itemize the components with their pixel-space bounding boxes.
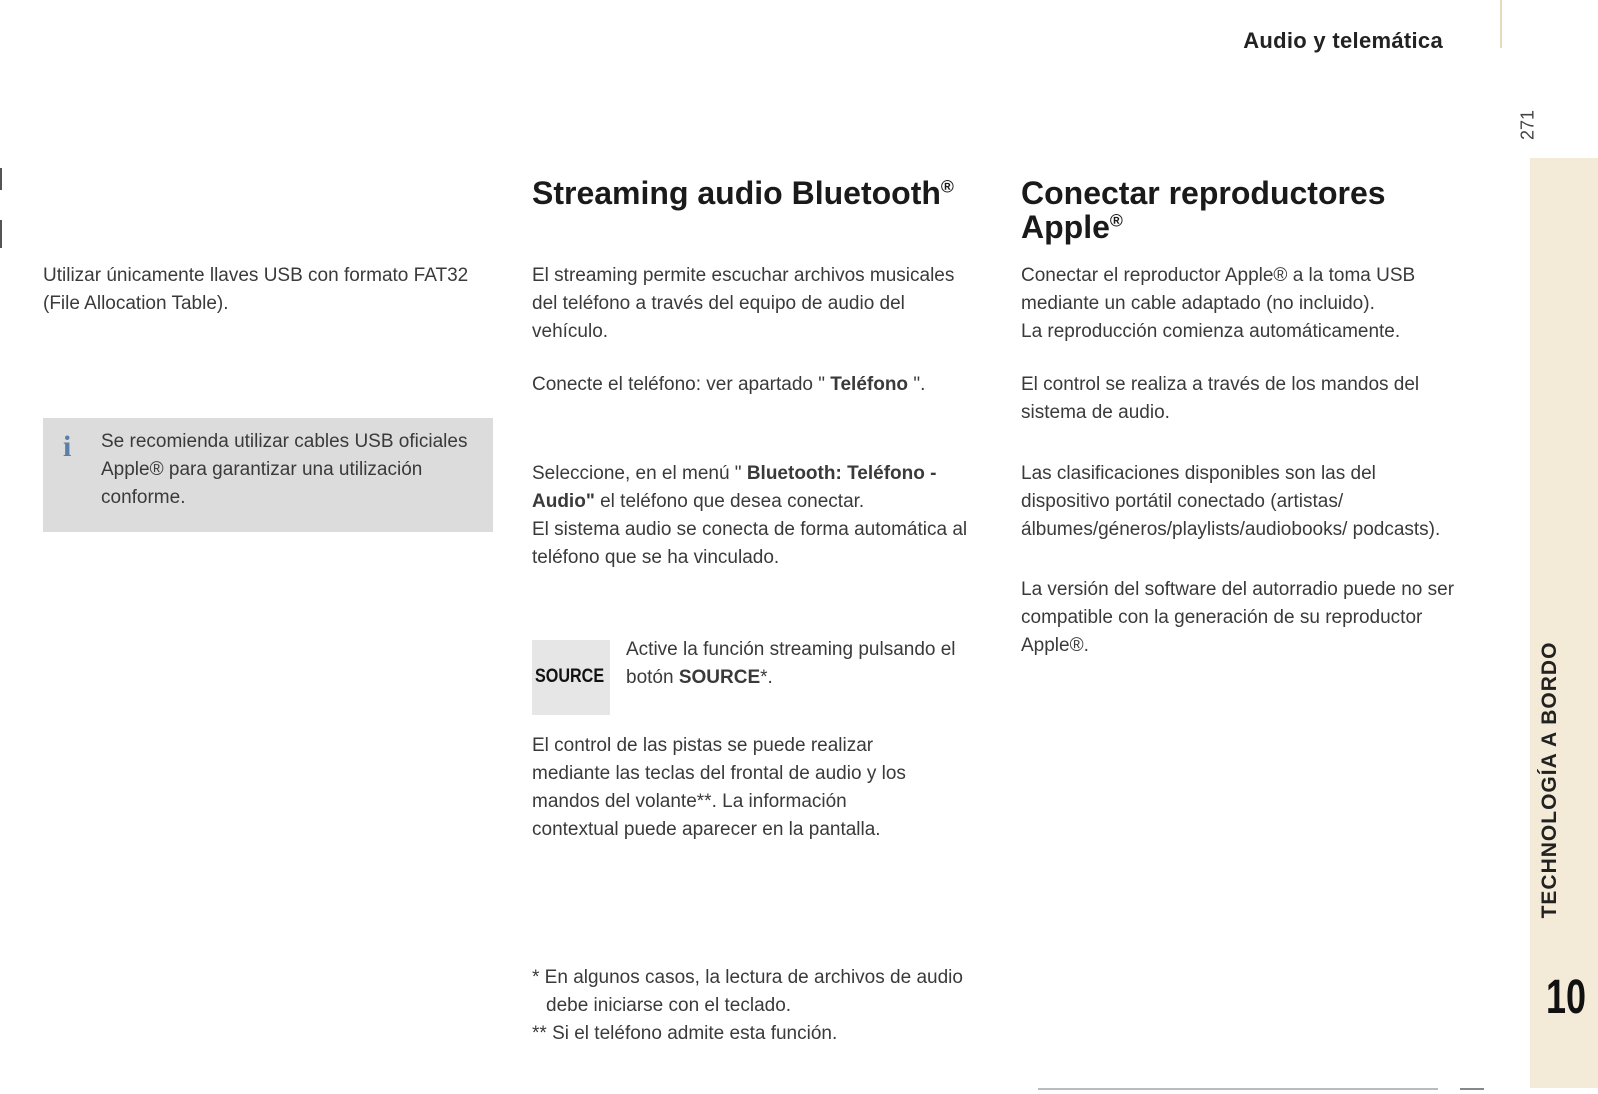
streaming-title: [532, 176, 992, 210]
source-button-illustration: [532, 640, 610, 715]
footnotes: [532, 964, 972, 1048]
middle-p1: [532, 262, 982, 346]
control-paragraph: El control se realiza a través de los mandos del sistema de audio.: [1021, 374, 1420, 423]
registered-mark: ®: [1109, 210, 1123, 231]
text-run: el teléfono que desea conectar.: [594, 491, 865, 512]
bluetooth-menu-ref: Bluetooth: Teléfono - Audio": [532, 463, 937, 512]
text-run: *.: [760, 667, 773, 688]
left-column: [43, 262, 473, 318]
apple-title-text: Conectar reproductores Apple: [1021, 175, 1386, 245]
source-ref: SOURCE: [678, 667, 761, 688]
right-p4: [1021, 576, 1461, 660]
apple-title: [1021, 176, 1481, 244]
source-button-label: SOURCE: [535, 666, 605, 687]
text-run: ".: [908, 374, 926, 395]
telefono-ref: Teléfono: [830, 374, 909, 395]
middle-p2: [532, 371, 982, 399]
streaming-title-text: Streaming audio Bluetooth: [532, 175, 941, 211]
middle-title: [532, 176, 992, 210]
footnote-1: * En algunos casos, la lectura de archivos de audio debe iniciarse con el teclado.: [532, 967, 963, 1016]
right-title: [1021, 176, 1481, 244]
page-number-text: 271: [1517, 109, 1538, 141]
info-icon: i: [63, 430, 72, 463]
info-note: [43, 418, 493, 532]
bottom-rule: [1460, 1088, 1484, 1090]
registered-mark: ®: [940, 176, 954, 197]
text-run: Active la función streaming pulsando el botón: [626, 639, 956, 688]
right-p2: [1021, 371, 1481, 427]
margin-mark: [0, 220, 2, 248]
header-divider: [1500, 0, 1502, 48]
right-p1: [1021, 262, 1481, 346]
select-phone-paragraph: [532, 460, 982, 516]
activate-streaming-paragraph: [626, 636, 986, 692]
software-version-paragraph: La versión del software del autorradio puede no ser compatible con la generación de su reproductor Apple®.: [1021, 579, 1455, 656]
streaming-intro: El streaming permite escuchar archivos musicales del teléfono a través del equipo de audio del vehículo.: [532, 265, 955, 342]
info-note-text: Se recomienda utilizar cables USB oficiales Apple® para garantizar una utilización conforme.: [101, 431, 468, 508]
classifications-paragraph: Las clasificaciones disponibles son las del dispositivo portátil conectado (artistas/ álbumes/géneros/playlists/audiobooks/ podcasts).: [1021, 463, 1441, 540]
section-header: Audio y telemática: [1243, 28, 1443, 53]
margin-mark: [0, 168, 2, 190]
middle-p5: [532, 732, 932, 844]
text-run: Seleccione, en el menú ": [532, 463, 747, 484]
footnote-2: ** Si el teléfono admite esta función.: [532, 1023, 838, 1044]
bottom-rule: [1038, 1088, 1438, 1090]
auto-connect-paragraph: El sistema audio se conecta de forma automática al teléfono que se ha vinculado.: [532, 519, 968, 568]
usb-format-paragraph: Utilizar únicamente llaves USB con formato FAT32 (File Allocation Table).: [43, 265, 469, 314]
track-control-paragraph: El control de las pistas se puede realizar mediante las teclas del frontal de audio y los mandos del volante**. La información contextual puede aparecer en la pantalla.: [532, 735, 906, 840]
chapter-number: 10: [1545, 971, 1587, 1024]
playback-starts-paragraph: La reproducción comienza automáticamente.: [1021, 321, 1401, 342]
middle-p3: [532, 460, 982, 572]
chapter-tab-text: TECHNOLOGÍA A BORDO: [1538, 641, 1561, 919]
page-number: [1508, 100, 1548, 150]
middle-p4: [626, 636, 986, 692]
chapter-tab-label: [1530, 600, 1570, 960]
text-run: Conecte el teléfono: ver apartado ": [532, 374, 831, 395]
connect-phone-paragraph: [532, 371, 982, 399]
right-p3: [1021, 460, 1441, 544]
connect-apple-paragraph: Conectar el reproductor Apple® a la toma USB mediante un cable adaptado (no incluido).: [1021, 265, 1416, 314]
